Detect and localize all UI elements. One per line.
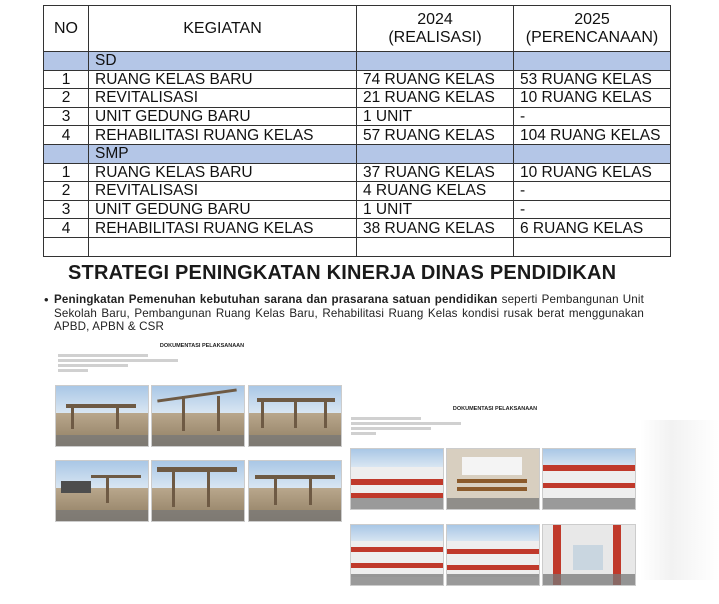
doc-meta-right	[351, 417, 461, 435]
documentation-panel-right	[345, 402, 637, 600]
activity-table	[43, 5, 671, 257]
section-label-sd: SD	[89, 52, 357, 71]
table-row	[44, 219, 671, 238]
table-row-empty	[44, 237, 671, 256]
cell-2024: 38 RUANG KELAS	[357, 219, 514, 238]
cell-2024: 4 RUANG KELAS	[357, 182, 514, 201]
bullet-text	[54, 293, 644, 334]
table-row	[44, 182, 671, 201]
header-2024-year: 2024	[417, 10, 453, 28]
header-no: NO	[44, 6, 89, 52]
section-row-sd	[44, 52, 671, 71]
cell-2025: 10 RUANG KELAS	[514, 163, 671, 182]
cell-2025: 104 RUANG KELAS	[514, 126, 671, 145]
building-photo	[446, 524, 540, 586]
construction-photo	[151, 385, 245, 447]
building-photo	[350, 448, 444, 510]
cell-no: 3	[44, 107, 89, 126]
bullet-icon: •	[44, 292, 49, 307]
strategy-bullet	[44, 293, 644, 334]
cell-2025: 6 RUANG KELAS	[514, 219, 671, 238]
cell-2024: 57 RUANG KELAS	[357, 126, 514, 145]
cell-no: 1	[44, 163, 89, 182]
cell-2024: 1 UNIT	[357, 107, 514, 126]
table-row	[44, 70, 671, 89]
section-label-smp: SMP	[89, 144, 357, 163]
section-row-smp	[44, 144, 671, 163]
header-kegiatan: KEGIATAN	[89, 6, 357, 52]
bullet-bold-text: Peningkatan Pemenuhan kebutuhan sarana dan prasarana satuan pendidikan	[54, 293, 498, 306]
cell-2025: -	[514, 107, 671, 126]
construction-photo	[151, 460, 245, 522]
construction-photo	[55, 385, 149, 447]
cell-no: 4	[44, 126, 89, 145]
doc-title-right: DOKUMENTASI PELAKSANAAN	[452, 406, 538, 412]
construction-photo	[248, 460, 342, 522]
strategy-title: STRATEGI PENINGKATAN KINERJA DINAS PENDIDIKAN	[68, 262, 617, 284]
corridor-photo	[542, 524, 636, 586]
header-2024-sub: (REALISASI)	[388, 28, 482, 46]
cell-kegiatan: REHABILITASI RUANG KELAS	[89, 219, 357, 238]
cell-no: 4	[44, 219, 89, 238]
construction-photo	[55, 460, 149, 522]
cell-2024: 21 RUANG KELAS	[357, 89, 514, 108]
cell-no: 2	[44, 89, 89, 108]
cell-2025: 10 RUANG KELAS	[514, 89, 671, 108]
table-row	[44, 89, 671, 108]
cell-2024: 1 UNIT	[357, 200, 514, 219]
documentation-panel-left	[52, 340, 344, 530]
cell-kegiatan: UNIT GEDUNG BARU	[89, 107, 357, 126]
table-row	[44, 200, 671, 219]
table-header-row	[44, 6, 671, 52]
header-2025-sub: (PERENCANAAN)	[525, 28, 659, 46]
cell-kegiatan: RUANG KELAS BARU	[89, 163, 357, 182]
header-2025-year: 2025	[574, 10, 610, 28]
table-row	[44, 163, 671, 182]
header-2025	[514, 6, 671, 52]
doc-meta-left	[58, 354, 178, 372]
classroom-photo	[446, 448, 540, 510]
cell-no: 3	[44, 200, 89, 219]
building-photo	[350, 524, 444, 586]
cell-kegiatan: REVITALISASI	[89, 89, 357, 108]
building-photo	[542, 448, 636, 510]
table-row	[44, 126, 671, 145]
cell-no: 1	[44, 70, 89, 89]
cell-kegiatan: REVITALISASI	[89, 182, 357, 201]
cell-2025: -	[514, 182, 671, 201]
table-row	[44, 107, 671, 126]
cell-kegiatan: UNIT GEDUNG BARU	[89, 200, 357, 219]
cell-no: 2	[44, 182, 89, 201]
cell-kegiatan: REHABILITASI RUANG KELAS	[89, 126, 357, 145]
cell-2024: 37 RUANG KELAS	[357, 163, 514, 182]
cell-2025: 53 RUANG KELAS	[514, 70, 671, 89]
cell-2025: -	[514, 200, 671, 219]
bullet-rest-text: seperti Pembangunan Unit Sekolah Baru, Pembangunan Ruang Kelas Baru, Rehabilitasi Ruang Kelas kondisi rusak berat menggunakan APBD, APBN & CSR	[54, 293, 644, 333]
construction-photo	[248, 385, 342, 447]
cell-2024: 74 RUANG KELAS	[357, 70, 514, 89]
cell-kegiatan: RUANG KELAS BARU	[89, 70, 357, 89]
background-shade	[640, 420, 719, 580]
header-2024	[357, 6, 514, 52]
doc-title-left: DOKUMENTASI PELAKSANAAN	[159, 343, 245, 349]
